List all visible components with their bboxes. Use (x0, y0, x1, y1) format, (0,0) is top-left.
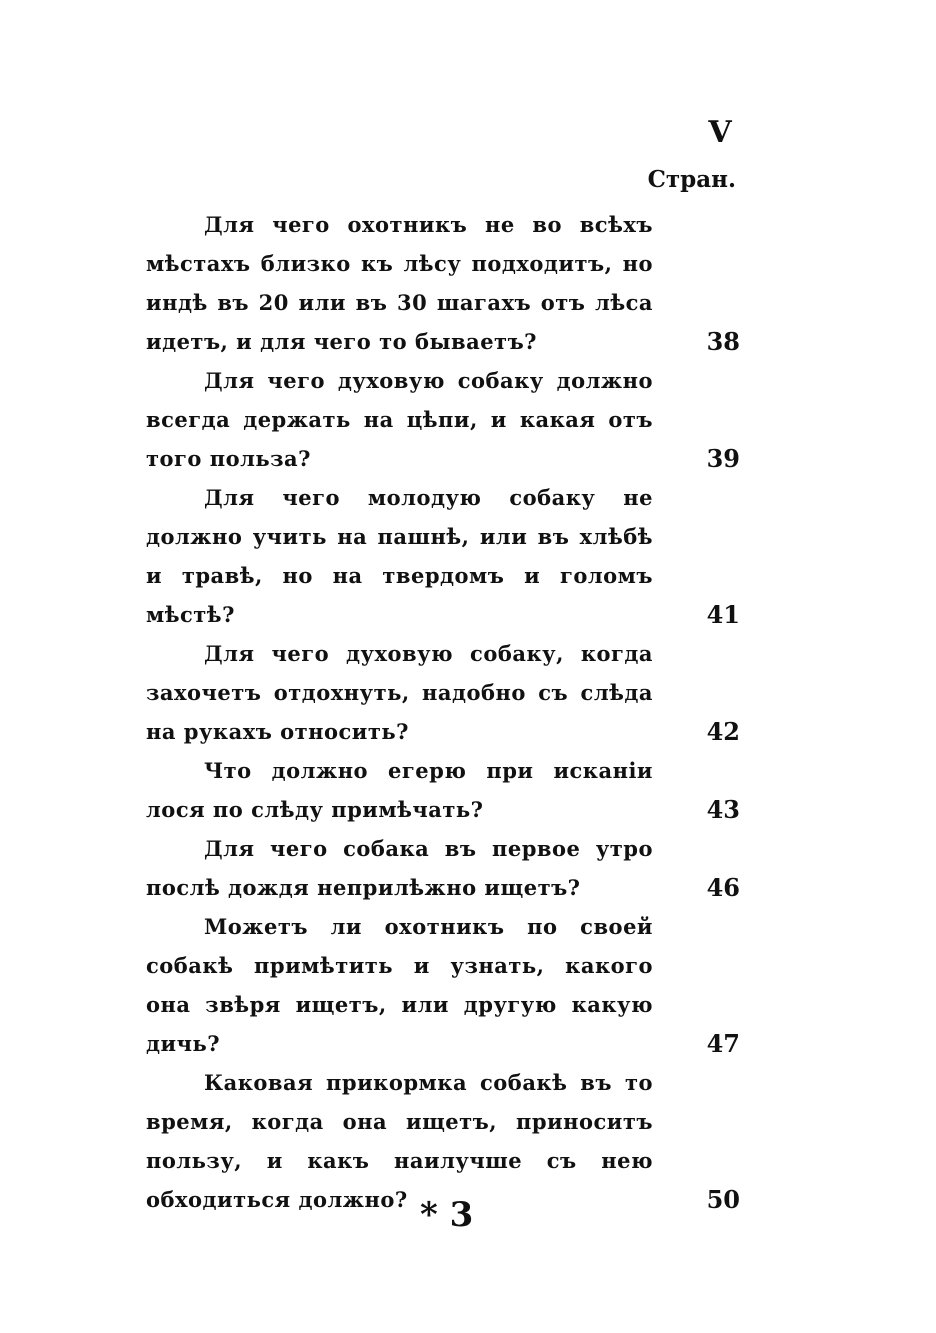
entry-question: Можетъ ли охотникъ по своей собакѣ примѣтить и узнать, какого она звѣря ищетъ, или другую какую дичь? (146, 914, 653, 1056)
contents-entry (0, 205, 936, 361)
contents-entry (0, 907, 936, 1063)
entry-question: Для чего охотникъ не во всѣхъ мѣстахъ близко къ лѣсу подходитъ, но индѣ въ 20 или въ 30 шагахъ отъ лѣса идетъ, и для чего то бываетъ? (146, 212, 653, 354)
entry-question: Для чего духовую собаку должно всегда держать на цѣпи, и какая отъ того польза? (146, 368, 653, 471)
contents-entry (0, 829, 936, 907)
contents-entry (0, 478, 936, 634)
entry-page-number: 43 (706, 795, 740, 824)
entry-page-number: 39 (706, 444, 740, 473)
entry-question: Для чего молодую собаку не должно учить на пашнѣ, или въ хлѣбѣ и травѣ, но на твердомъ и голомъ мѣстѣ? (146, 485, 653, 627)
contents-list (0, 205, 936, 1219)
contents-entry (0, 751, 936, 829)
contents-entry (0, 361, 936, 478)
page-column-heading: Стран. (647, 166, 736, 193)
entry-question: Для чего духовую собаку, когда захочетъ отдохнуть, надобно съ слѣда на рукахъ относить? (146, 641, 653, 744)
entry-page-number: 50 (706, 1185, 740, 1214)
entry-page-number: 41 (706, 600, 740, 629)
signature-mark: * 3 (420, 1195, 474, 1235)
entry-page-number: 42 (706, 717, 740, 746)
entry-page-number: 38 (706, 327, 740, 356)
entry-page-number: 47 (706, 1029, 740, 1058)
entry-question: Что должно егерю при исканіи лося по слѣду примѣчать? (146, 758, 653, 822)
entry-question: Для чего собака въ первое утро послѣ дождя неприлѣжно ищетъ? (146, 836, 653, 900)
contents-entry (0, 634, 936, 751)
entry-page-number: 46 (706, 873, 740, 902)
entry-question: Каковая прикормка собакѣ въ то время, когда она ищетъ, приноситъ пользу, и какъ наилучше съ нею обходиться должно? (146, 1070, 653, 1212)
page-number: V (708, 115, 732, 150)
